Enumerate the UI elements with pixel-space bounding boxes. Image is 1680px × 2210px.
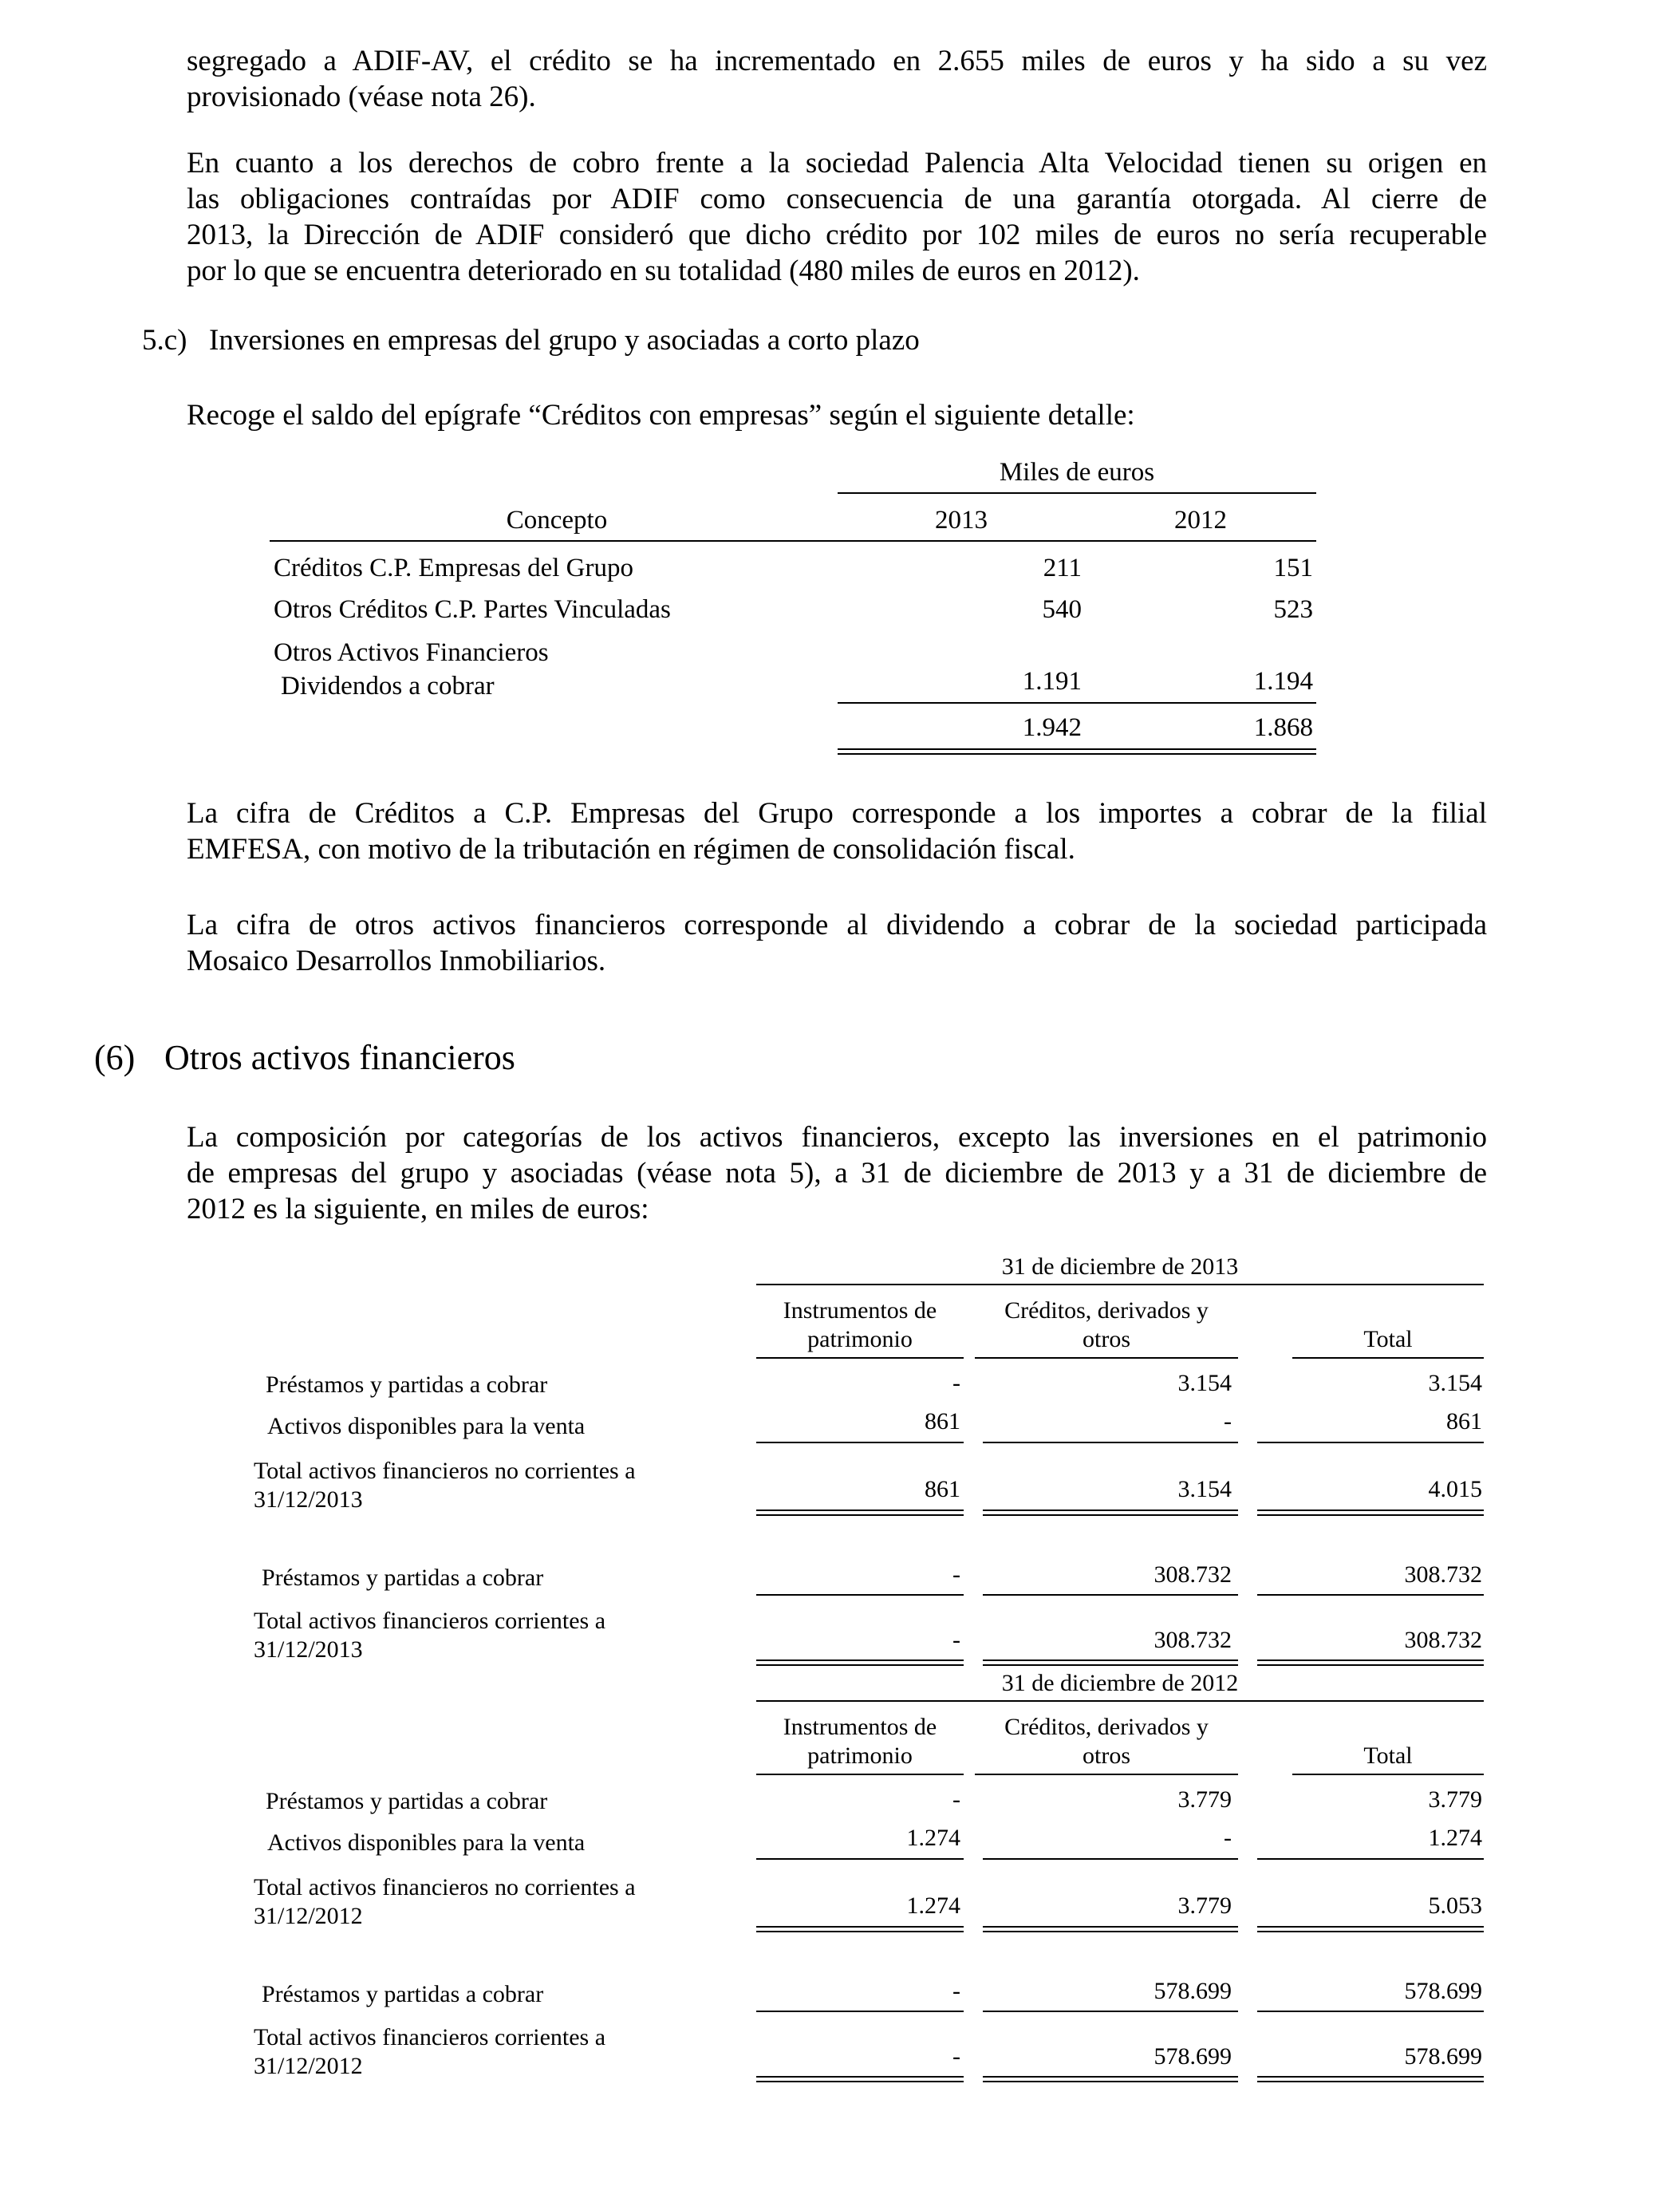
double-rule xyxy=(756,1510,964,1516)
text-line: La cifra de otros activos financieros corresponde al dividendo a cobrar de la sociedad participada xyxy=(187,909,1487,941)
column-header-total: Total xyxy=(1363,1326,1413,1352)
cell-2013: 540 xyxy=(1042,595,1082,624)
rule xyxy=(1292,1357,1484,1359)
double-rule xyxy=(1257,2076,1484,2082)
column-header-instruments: patrimonio xyxy=(807,1742,913,1769)
cell-instruments: - xyxy=(952,1561,960,1588)
row-label: Dividendos a cobrar xyxy=(281,672,495,700)
cell-credits: - xyxy=(1224,1408,1232,1435)
intro-paragraph-1 xyxy=(187,43,1487,115)
rule xyxy=(270,540,1316,542)
cell-credits: - xyxy=(1224,1825,1232,1851)
column-header-2012: 2012 xyxy=(1174,506,1227,535)
double-rule xyxy=(756,2076,964,2082)
period-header: 31 de diciembre de 2012 xyxy=(1001,1670,1239,1696)
total-2013: 1.942 xyxy=(1022,713,1082,742)
column-header-credits: Créditos, derivados y xyxy=(1004,1714,1209,1740)
column-header-instruments: Instrumentos de xyxy=(783,1297,937,1324)
row-label: Créditos C.P. Empresas del Grupo xyxy=(274,554,633,582)
row-label: Activos disponibles para la venta xyxy=(267,1413,586,1439)
section5c-paragraph-1 xyxy=(187,795,1487,867)
row-label: Total activos financieros no corrientes a xyxy=(254,1874,636,1900)
text-line: de empresas del grupo y asociadas (véase nota 5), a 31 de diciembre de 2013 y a 31 de diciembre de xyxy=(187,1157,1487,1190)
rule xyxy=(1257,2011,1484,2012)
cell-credits: 3.779 xyxy=(1177,1786,1232,1813)
rule xyxy=(975,1357,1238,1359)
row-label: Total activos financieros corrientes a xyxy=(254,2024,606,2050)
text-line: Mosaico Desarrollos Inmobiliarios. xyxy=(187,945,606,977)
double-rule xyxy=(1257,1926,1484,1932)
cell-instruments: - xyxy=(952,1786,960,1813)
column-header-instruments: patrimonio xyxy=(807,1326,913,1352)
double-rule xyxy=(983,2076,1238,2082)
rule xyxy=(1292,1774,1484,1775)
text-line: Recoge el saldo del epígrafe “Créditos con empresas” según el siguiente detalle: xyxy=(187,399,1135,432)
cell-2012: 1.194 xyxy=(1253,667,1313,696)
cell-total: 5.053 xyxy=(1428,1892,1482,1919)
rule xyxy=(983,1594,1238,1596)
cell-total: 1.274 xyxy=(1428,1825,1482,1851)
column-header-credits: Créditos, derivados y xyxy=(1004,1297,1209,1324)
cell-credits: 578.699 xyxy=(1154,1978,1232,2004)
text-line: En cuanto a los derechos de cobro frente a la sociedad Palencia Alta Velocidad tienen su origen en xyxy=(187,147,1487,180)
subsection-heading-5c xyxy=(142,322,920,358)
column-header-concepto: Concepto xyxy=(506,506,608,535)
rule xyxy=(1257,1858,1484,1860)
section5c-paragraph-2 xyxy=(187,907,1487,979)
period-header: 31 de diciembre de 2013 xyxy=(1001,1253,1239,1280)
cell-total: 578.699 xyxy=(1404,1978,1482,2004)
cell-instruments: - xyxy=(952,1627,960,1653)
row-label: Otros Créditos C.P. Partes Vinculadas xyxy=(274,595,671,624)
cell-instruments: - xyxy=(952,1978,960,2004)
rule xyxy=(983,1442,1238,1443)
row-label: Activos disponibles para la venta xyxy=(267,1829,586,1856)
rule xyxy=(1257,1442,1484,1443)
intro-paragraph-2 xyxy=(187,145,1487,289)
section6-lead xyxy=(187,1119,1487,1227)
rule xyxy=(756,2011,964,2012)
row-label: Préstamos y partidas a cobrar xyxy=(262,1981,544,2007)
section-number: (6) xyxy=(94,1038,136,1077)
rule xyxy=(756,1858,964,1860)
double-rule xyxy=(983,1926,1238,1932)
text-line: por lo que se encuentra deteriorado en su totalidad (480 miles de euros en 2012). xyxy=(187,255,1140,287)
row-label: Total activos financieros no corrientes a xyxy=(254,1458,636,1484)
column-header-credits: otros xyxy=(1083,1742,1130,1769)
rule xyxy=(756,1700,1484,1702)
text-line: La composición por categorías de los activos financieros, excepto las inversiones en el patrimonio xyxy=(187,1121,1487,1154)
cell-total: 308.732 xyxy=(1404,1561,1482,1588)
cell-total: 308.732 xyxy=(1404,1627,1482,1653)
row-label: 31/12/2012 xyxy=(254,1903,363,1929)
rule xyxy=(756,1284,1484,1285)
cell-2012: 151 xyxy=(1273,554,1313,582)
row-label: Préstamos y partidas a cobrar xyxy=(266,1788,548,1814)
cell-credits: 308.732 xyxy=(1154,1627,1232,1653)
cell-instruments: 861 xyxy=(925,1476,960,1502)
text-line: EMFESA, con motivo de la tributación en régimen de consolidación fiscal. xyxy=(187,833,1075,866)
row-label: 31/12/2013 xyxy=(254,1486,363,1513)
column-header-credits: otros xyxy=(1083,1326,1130,1352)
text-line: las obligaciones contraídas por ADIF como consecuencia de una garantía otorgada. Al cierre de xyxy=(187,183,1487,215)
cell-total: 578.699 xyxy=(1404,2043,1482,2070)
cell-instruments: - xyxy=(952,2043,960,2070)
cell-instruments: - xyxy=(952,1370,960,1396)
column-header-2013: 2013 xyxy=(935,506,988,535)
cell-total: 861 xyxy=(1446,1408,1482,1435)
text-line: La cifra de Créditos a C.P. Empresas del Grupo corresponde a los importes a cobrar de la filial xyxy=(187,797,1487,830)
double-rule xyxy=(983,1659,1238,1666)
cell-credits: 3.154 xyxy=(1177,1476,1232,1502)
cell-instruments: 1.274 xyxy=(906,1825,960,1851)
rule xyxy=(756,1442,964,1443)
text-line: provisionado (véase nota 26). xyxy=(187,81,536,113)
section5c-lead xyxy=(187,397,1487,433)
row-label: 31/12/2012 xyxy=(254,2053,363,2079)
cell-credits: 308.732 xyxy=(1154,1561,1232,1588)
column-header-total: Total xyxy=(1363,1742,1413,1769)
double-rule xyxy=(1257,1659,1484,1666)
cell-2012: 523 xyxy=(1273,595,1313,624)
cell-2013: 1.191 xyxy=(1022,667,1082,696)
rule xyxy=(838,702,1316,704)
row-label: Otros Activos Financieros xyxy=(274,638,549,667)
cell-credits: 3.154 xyxy=(1177,1370,1232,1396)
row-label: 31/12/2013 xyxy=(254,1636,363,1663)
row-label: Préstamos y partidas a cobrar xyxy=(262,1565,544,1591)
cell-total: 3.779 xyxy=(1428,1786,1482,1813)
text-line: 2013, la Dirección de ADIF consideró que dicho crédito por 102 miles de euros no sería recuperable xyxy=(187,219,1487,251)
row-label: Préstamos y partidas a cobrar xyxy=(266,1371,548,1398)
double-rule xyxy=(983,1510,1238,1516)
rule xyxy=(983,1858,1238,1860)
cell-credits: 3.779 xyxy=(1177,1892,1232,1919)
cell-2013: 211 xyxy=(1043,554,1082,582)
rule xyxy=(1257,1594,1484,1596)
total-2012: 1.868 xyxy=(1253,713,1313,742)
rule xyxy=(975,1774,1238,1775)
cell-total: 3.154 xyxy=(1428,1370,1482,1396)
rule xyxy=(756,1594,964,1596)
column-header-instruments: Instrumentos de xyxy=(783,1714,937,1740)
double-rule xyxy=(838,748,1316,755)
rule xyxy=(756,1774,964,1775)
text-line: 2012 es la siguiente, en miles de euros: xyxy=(187,1193,649,1225)
subsection-number: 5.c) xyxy=(142,324,187,357)
subsection-title: Inversiones en empresas del grupo y asociadas a corto plazo xyxy=(209,324,920,357)
cell-instruments: 1.274 xyxy=(906,1892,960,1919)
cell-credits: 578.699 xyxy=(1154,2043,1232,2070)
table-units-header: Miles de euros xyxy=(999,458,1155,487)
text-line: segregado a ADIF-AV, el crédito se ha incrementado en 2.655 miles de euros y ha sido a su vez xyxy=(187,45,1487,77)
rule xyxy=(983,2011,1238,2012)
double-rule xyxy=(1257,1510,1484,1516)
section-title: Otros activos financieros xyxy=(164,1038,515,1077)
rule xyxy=(838,492,1316,494)
double-rule xyxy=(756,1659,964,1666)
double-rule xyxy=(756,1926,964,1932)
cell-instruments: 861 xyxy=(925,1408,960,1435)
section-heading-6 xyxy=(94,1037,515,1079)
rule xyxy=(756,1357,964,1359)
row-label: Total activos financieros corrientes a xyxy=(254,1608,606,1634)
cell-total: 4.015 xyxy=(1428,1476,1482,1502)
